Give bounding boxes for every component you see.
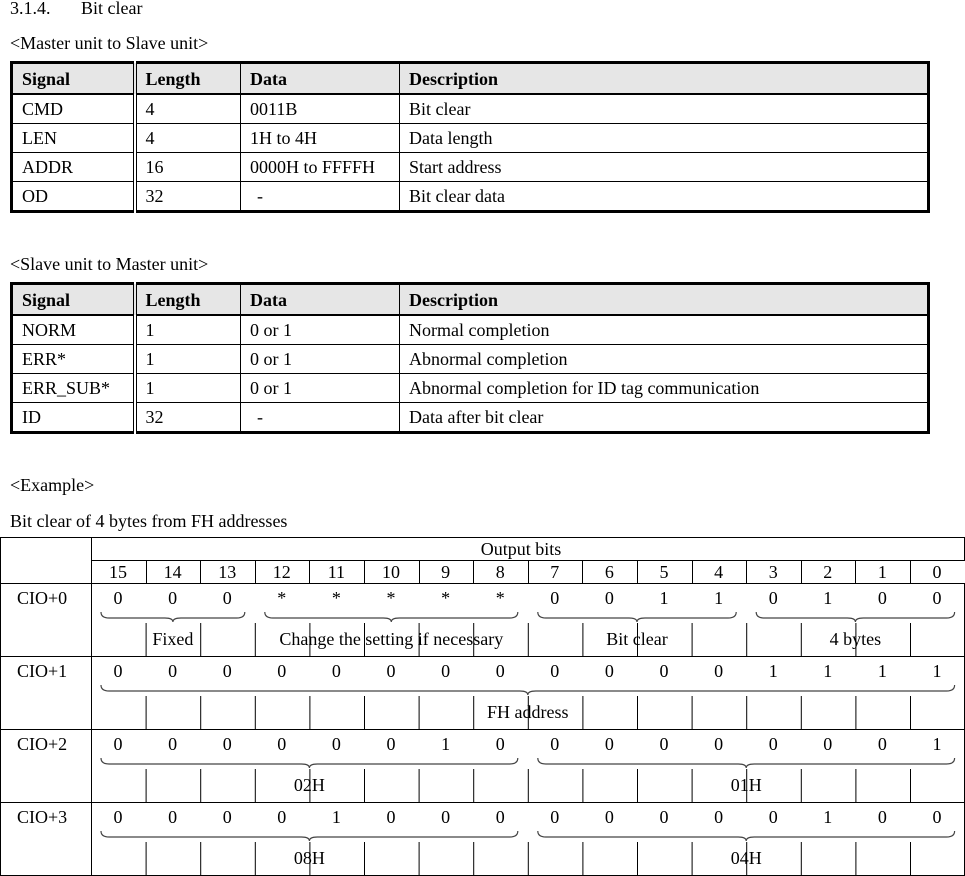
header-description: Description [400,63,929,95]
header-data: Data [241,284,400,316]
bit-value: 0 [495,734,505,754]
header-signal: Signal [12,63,135,95]
bit-value: 0 [495,661,505,681]
bit-value: 0 [604,661,614,681]
table-row [12,315,929,345]
bit-value: 0 [113,734,123,754]
bit-number: 0 [932,562,942,582]
master-table [10,61,930,213]
cell-data: - [241,403,400,433]
header-description: Description [400,284,929,316]
table-row [12,94,929,124]
slave-heading: <Slave unit to Master unit> [10,254,209,274]
cell-signal: ERR* [12,345,135,374]
bit-value: * [277,588,287,608]
cell-data: - [241,182,400,212]
bit-value: 1 [714,588,724,608]
cell-length: 32 [135,182,241,212]
bit-value: 0 [768,734,778,754]
bit-value: * [495,588,505,608]
table-row [12,153,929,182]
group-brace [538,758,955,768]
bit-value: 0 [550,588,560,608]
bit-value: * [386,588,396,608]
bit-value: 0 [659,661,669,681]
example-heading: <Example> [10,475,95,495]
bit-number: 2 [823,562,833,582]
bit-table [0,537,965,875]
bit-number: 15 [109,562,127,582]
group-caption: Change the setting if necessary [279,629,504,649]
cell-data: 0011B [241,94,400,124]
bit-value: 0 [604,807,614,827]
group-brace [265,612,518,622]
example-description: Bit clear of 4 bytes from FH addresses [10,511,288,531]
bit-number: 1 [877,562,887,582]
group-caption: 04H [730,848,762,868]
group-caption: Bit clear [606,629,668,649]
cell-data: 0 or 1 [241,315,400,345]
bit-number: 3 [768,562,778,582]
bit-number: 12 [272,562,291,582]
bit-value: 1 [768,661,778,681]
bit-value: 0 [768,588,778,608]
table-header-row [12,284,929,316]
bit-value: 0 [932,588,942,608]
cell-signal: CMD [12,94,135,124]
bit-value: 0 [386,734,396,754]
table-header-row [12,63,929,95]
group-brace [101,831,518,841]
bit-value: 0 [222,588,232,608]
header-length: Length [135,63,241,95]
cell-signal: ID [12,403,135,433]
row-label: CIO+3 [17,807,68,827]
bit-value: 0 [331,734,341,754]
cell-description: Start address [400,153,929,182]
bit-value: 0 [714,807,724,827]
bit-value: 0 [877,588,887,608]
bit-value: 0 [659,734,669,754]
cell-signal: NORM [12,315,135,345]
bit-value: 0 [277,807,287,827]
bit-value: 0 [714,734,724,754]
bit-number: 10 [382,562,400,582]
cell-length: 1 [135,315,241,345]
bit-value: 0 [550,734,560,754]
cell-length: 16 [135,153,241,182]
slave-table [10,282,930,434]
bit-value: 0 [277,734,287,754]
bit-value: 1 [331,807,341,827]
bit-value: * [441,588,451,608]
table-row [12,182,929,212]
bit-value: 0 [168,807,178,827]
bit-value: * [331,588,341,608]
bit-value: 0 [168,588,178,608]
bit-value: 0 [659,807,669,827]
section-title: Bit clear [81,0,143,18]
group-caption: Fixed [152,629,194,649]
bit-value: 0 [168,734,178,754]
bit-value: 0 [768,807,778,827]
cell-signal: ADDR [12,153,135,182]
bit-value: 0 [823,734,833,754]
group-caption: FH address [487,702,569,722]
group-caption: 02H [293,775,325,795]
bit-value: 0 [113,661,123,681]
bit-value: 0 [550,661,560,681]
bit-number: 6 [604,562,614,582]
cell-data: 0000H to FFFFH [241,153,400,182]
group-brace [101,685,955,695]
cell-description: Normal completion [400,315,929,345]
group-caption: 01H [730,775,762,795]
bit-number: 5 [659,562,669,582]
bit-number: 13 [218,562,237,582]
master-heading: <Master unit to Slave unit> [10,33,209,53]
group-brace [101,758,518,768]
bit-value: 1 [823,661,833,681]
bit-value: 0 [331,661,341,681]
bit-value: 0 [222,734,232,754]
bit-value: 0 [714,661,724,681]
cell-description: Data length [400,124,929,153]
bit-value: 0 [113,807,123,827]
cell-signal: LEN [12,124,135,153]
output-bits-header: Output bits [480,539,562,559]
group-caption: 4 bytes [829,629,882,649]
bit-value: 0 [386,661,396,681]
bit-value: 0 [441,807,451,827]
bit-value: 0 [877,807,887,827]
header-length: Length [135,284,241,316]
bit-value: 0 [222,807,232,827]
row-label: CIO+1 [17,661,68,681]
header-data: Data [241,63,400,95]
cell-description: Bit clear data [400,182,929,212]
bit-value: 0 [222,661,232,681]
bit-value: 0 [604,734,614,754]
cell-length: 4 [135,94,241,124]
cell-description: Bit clear [400,94,929,124]
section-number: 3.1.4. [10,0,51,18]
bit-value: 1 [877,661,887,681]
bit-value: 0 [386,807,396,827]
group-caption: 08H [293,848,325,868]
bit-value: 0 [877,734,887,754]
cell-data: 1H to 4H [241,124,400,153]
cell-description: Data after bit clear [400,403,929,433]
row-label: CIO+0 [17,588,68,608]
bit-number: 11 [327,562,346,582]
cell-length: 1 [135,345,241,374]
cell-length: 32 [135,403,241,433]
group-brace [538,831,955,841]
bit-value: 0 [932,807,942,827]
bit-value: 0 [277,661,287,681]
cell-description: Abnormal completion [400,345,929,374]
header-signal: Signal [12,284,135,316]
bit-number: 14 [163,562,182,582]
bit-number: 9 [441,562,451,582]
bit-value: 0 [441,661,451,681]
bit-value: 1 [823,807,833,827]
cell-data: 0 or 1 [241,345,400,374]
bit-value: 0 [168,661,178,681]
bit-value: 1 [932,734,942,754]
table-row [12,403,929,433]
bit-value: 1 [659,588,669,608]
table-row [12,124,929,153]
group-brace [101,612,245,622]
cell-signal: ERR_SUB* [12,374,135,403]
table-row [12,374,929,403]
bit-value: 0 [495,807,505,827]
bit-number: 4 [714,562,724,582]
bit-value: 0 [113,588,123,608]
group-brace [538,612,736,622]
bit-number: 8 [495,562,505,582]
bit-value: 1 [441,734,451,754]
cell-signal: OD [12,182,135,212]
table-row [12,345,929,374]
group-brace [756,612,954,622]
row-label: CIO+2 [17,734,68,754]
bit-value: 1 [823,588,833,608]
bit-value: 0 [550,807,560,827]
brace-layer [0,537,965,875]
cell-description: Abnormal completion for ID tag communication [400,374,929,403]
cell-length: 1 [135,374,241,403]
cell-data: 0 or 1 [241,374,400,403]
bit-value: 0 [604,588,614,608]
cell-length: 4 [135,124,241,153]
bit-number: 7 [550,562,560,582]
bit-value: 1 [932,661,942,681]
